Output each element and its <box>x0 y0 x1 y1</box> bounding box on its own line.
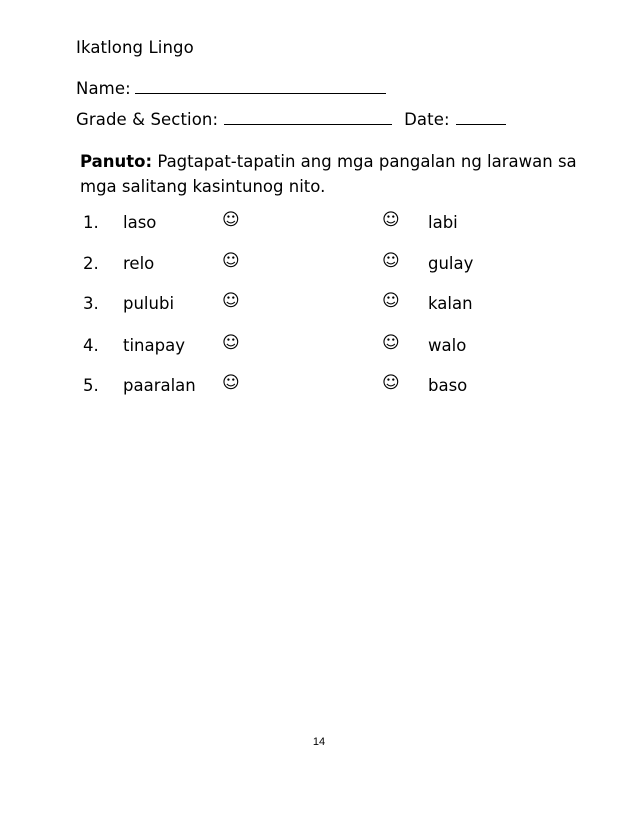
name-label: Name: <box>76 79 131 98</box>
smiley-icon[interactable]: ☺ <box>222 333 240 353</box>
page-number: 14 <box>312 736 326 748</box>
smiley-icon[interactable]: ☺ <box>382 373 400 393</box>
date-label: Date: <box>404 110 450 129</box>
smiley-icon[interactable]: ☺ <box>382 251 400 271</box>
page-title: Ikatlong Lingo <box>76 38 194 57</box>
grade-date-row <box>76 110 506 129</box>
item-number: 4. <box>83 336 99 355</box>
right-word: baso <box>428 376 468 395</box>
left-word: relo <box>123 254 155 273</box>
name-blank[interactable] <box>135 79 386 94</box>
left-word: pulubi <box>123 294 175 313</box>
grade-section-label: Grade & Section: <box>76 110 219 129</box>
item-number: 3. <box>83 294 99 313</box>
grade-section-blank[interactable] <box>224 110 392 125</box>
smiley-icon[interactable]: ☺ <box>222 251 240 271</box>
smiley-icon[interactable]: ☺ <box>382 333 400 353</box>
instructions-lead: Panuto: <box>80 152 153 171</box>
smiley-icon[interactable]: ☺ <box>382 291 400 311</box>
instructions-text: Pagtapat-tapatin ang mga pangalan ng larawan sa mga salitang kasintunog nito. <box>80 152 577 196</box>
left-word: tinapay <box>123 336 185 355</box>
smiley-icon[interactable]: ☺ <box>382 210 400 230</box>
date-blank[interactable] <box>456 110 506 125</box>
smiley-icon[interactable]: ☺ <box>222 373 240 393</box>
smiley-icon[interactable]: ☺ <box>222 210 240 230</box>
right-word: gulay <box>428 254 474 273</box>
right-word: kalan <box>428 294 473 313</box>
right-word: labi <box>428 213 458 232</box>
left-word: laso <box>123 213 157 232</box>
name-row <box>76 79 386 98</box>
item-number: 1. <box>83 213 99 232</box>
instructions <box>80 149 580 199</box>
item-number: 5. <box>83 376 99 395</box>
item-number: 2. <box>83 254 99 273</box>
left-word: paaralan <box>123 376 196 395</box>
smiley-icon[interactable]: ☺ <box>222 291 240 311</box>
right-word: walo <box>428 336 467 355</box>
